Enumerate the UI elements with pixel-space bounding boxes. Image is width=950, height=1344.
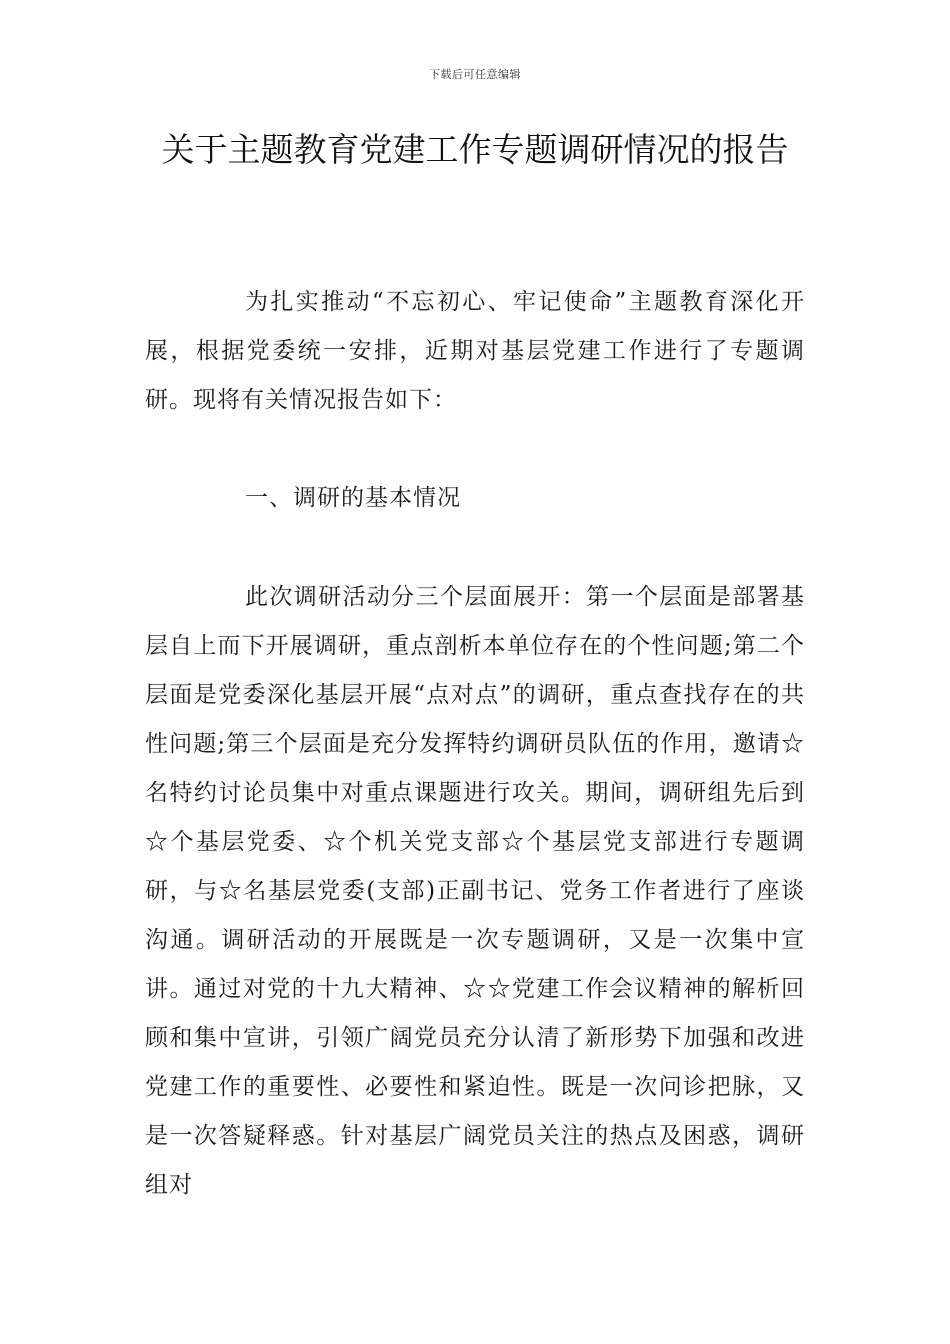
document-title: 关于主题教育党建工作专题调研情况的报告 bbox=[161, 130, 789, 169]
section-heading: 一、调研的基本情况 bbox=[245, 485, 461, 511]
header-note: 下载后可任意编辑 bbox=[429, 68, 521, 81]
intro-paragraph: 为扎实推动“不忘初心、牢记使命”主题教育深化开展，根据党委统一安排，近期对基层党建工作进行了专题调研。现将有关情况报告如下： bbox=[145, 289, 805, 413]
section-body-paragraph: 此次调研活动分三个层面展开：第一个层面是部署基层自上而下开展调研，重点剖析本单位存在的个性问题;第二个层面是党委深化基层开展“点对点”的调研，重点查找存在的共性问题;第三个层面是充分发挥特约调研员队伍的作用，邀请☆名特约讨论员集中对重点课题进行攻关。期间，调研组先后到☆个基层党委、☆个机关党支部☆个基层党支部进行专题调研，与☆名基层党委(支部)正副书记、党务工作者进行了座谈沟通。调研活动的开展既是一次专题调研，又是一次集中宣讲。通过对党的十九大精神、☆☆党建工作会议精神的解析回顾和集中宣讲，引领广阔党员充分认清了新形势下加强和改进党建工作的重要性、必要性和紧迫性。既是一次问诊把脉，又是一次答疑释惑。针对基层广阔党员关注的热点及困惑，调研组对 bbox=[145, 584, 805, 1198]
